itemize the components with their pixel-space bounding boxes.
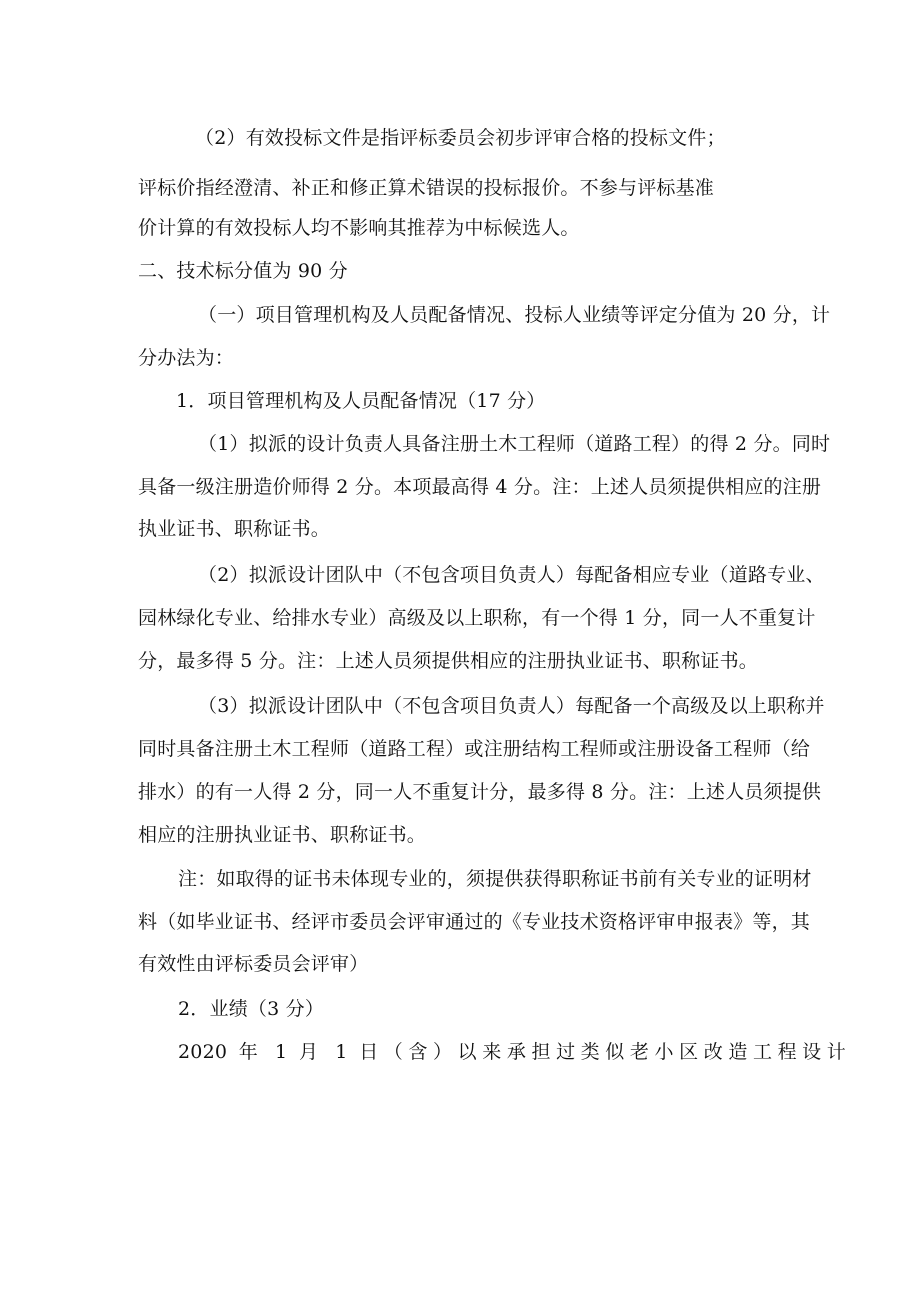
paragraph-line-18: 注：如取得的证书未体现专业的，须提供获得职称证书前有关专业的证明材 (178, 868, 812, 890)
paragraph-line-20: 有效性由评标委员会评审） (138, 953, 369, 975)
paragraph-line-5: （一）项目管理机构及人员配备情况、投标人业绩等评定分值为 20 分，计 (198, 304, 831, 326)
paragraph-line-1: （2）有效投标文件是指评标委员会初步评审合格的投标文件； (195, 127, 726, 149)
paragraph-line-15: 同时具备注册土木工程师（道路工程）或注册结构工程师或注册设备工程师（给 (138, 738, 811, 760)
paragraph-line-10: 执业证书、职称证书。 (138, 518, 331, 540)
paragraph-line-6: 分办法为： (138, 347, 235, 369)
paragraph-line-9: 具备一级注册造价师得 2 分。本项最高得 4 分。注：上述人员须提供相应的注册 (138, 476, 822, 498)
section-heading-technical-score: 二、技术标分值为 90 分 (138, 260, 348, 282)
paragraph-line-13: 分，最多得 5 分。注：上述人员须提供相应的注册执业证书、职称证书。 (138, 650, 758, 672)
paragraph-line-17: 相应的注册执业证书、职称证书。 (138, 824, 427, 846)
paragraph-line-8: （1）拟派的设计负责人具备注册土木工程师（道路工程）的得 2 分。同时 (198, 433, 831, 455)
paragraph-line-11: （2）拟派设计团队中（不包含项目负责人）每配备相应专业（道路专业、 (198, 564, 825, 586)
subsection-heading-staffing: 1．项目管理机构及人员配备情况（17 分） (176, 390, 546, 412)
paragraph-line-2: 评标价指经澄清、补正和修正算术错误的投标报价。不参与评标基准 (138, 177, 715, 199)
paragraph-line-22: 2020 年 1 月 1 日（含）以来承担过类似老小区改造工程设计 (178, 1041, 846, 1063)
subsection-heading-performance: 2．业绩（3 分） (178, 998, 325, 1020)
paragraph-line-3: 价计算的有效投标人均不影响其推荐为中标候选人。 (138, 217, 580, 239)
paragraph-line-14: （3）拟派设计团队中（不包含项目负责人）每配备一个高级及以上职称并 (198, 695, 825, 717)
paragraph-line-16: 排水）的有一人得 2 分，同一人不重复计分，最多得 8 分。注：上述人员须提供 (138, 781, 822, 803)
paragraph-line-19: 料（如毕业证书、经评市委员会评审通过的《专业技术资格评审申报表》等，其 (138, 911, 811, 933)
paragraph-line-12: 园林绿化专业、给排水专业）高级及以上职称，有一个得 1 分，同一人不重复计 (138, 607, 816, 629)
